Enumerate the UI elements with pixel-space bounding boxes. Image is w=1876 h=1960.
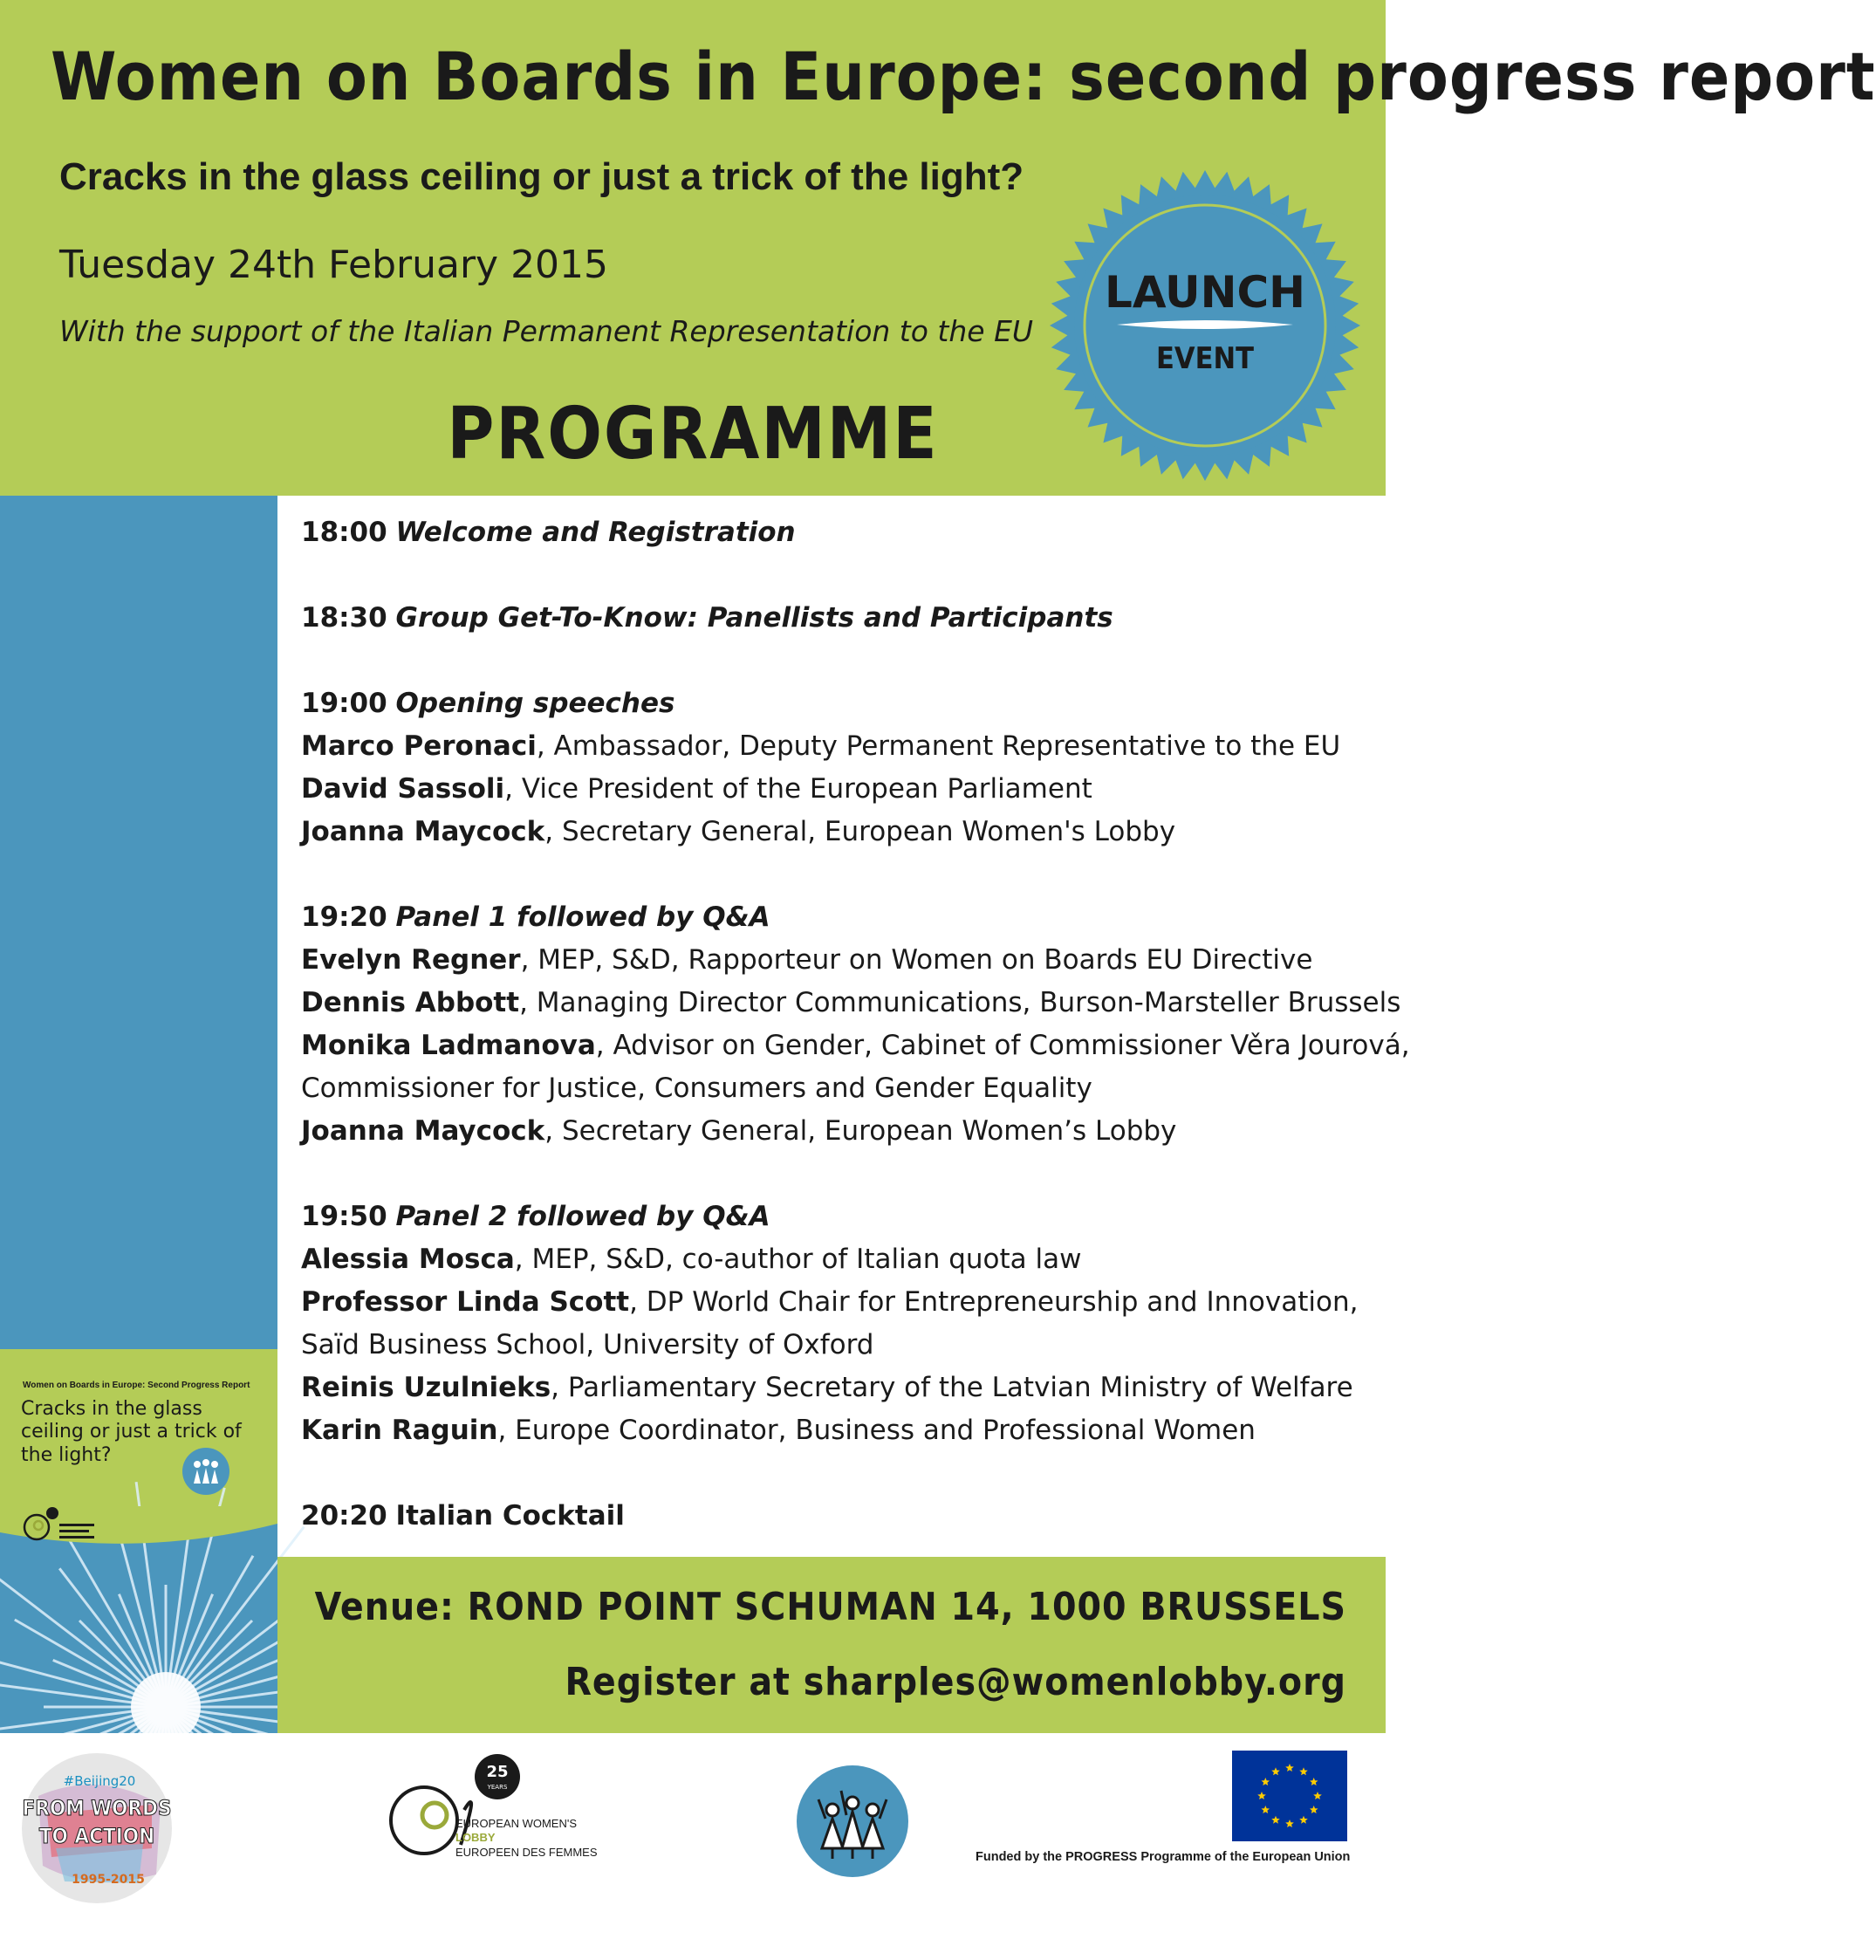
ewl-25-years: 25: [486, 1763, 509, 1781]
badge-event-text: EVENT: [1156, 341, 1254, 376]
programme-time: 19:00: [301, 688, 387, 719]
subtitle: Cracks in the glass ceiling or just a trick of the light?: [59, 155, 1024, 198]
speaker-name: Reinis Uzulnieks: [301, 1372, 551, 1403]
speaker-role: , Parliamentary Secretary of the Latvian Ministry of Welfare: [551, 1372, 1353, 1403]
programme-time: 20:20: [301, 1500, 387, 1532]
beijing-line1: FROM WORDS: [22, 1796, 172, 1820]
ewl-years-label: YEARS: [487, 1784, 508, 1791]
ewl-logo-text: [455, 1817, 598, 1860]
beijing-line2: TO ACTION: [38, 1824, 155, 1848]
programme-item-heading: [301, 1495, 1366, 1538]
header-band: [0, 0, 1876, 496]
speaker-role: , Europe Coordinator, Business and Professional Women: [497, 1415, 1256, 1446]
speaker-name: Marco Peronaci: [301, 730, 537, 762]
speaker-name: Karin Raguin: [301, 1415, 498, 1446]
ewl-line2: LOBBY: [455, 1831, 496, 1845]
programme-list: [301, 511, 1410, 1538]
funded-by-text: Funded by the PROGRESS Programme of the European Union: [976, 1850, 1351, 1864]
programme-time: 18:30: [301, 602, 387, 634]
programme-gap: [301, 640, 1366, 682]
programme-item-heading: [301, 896, 1366, 939]
speaker-line: [301, 982, 1401, 1025]
register-text[interactable]: Register at sharples@womenlobby.org: [565, 1660, 1346, 1704]
programme-gap: [301, 853, 1366, 896]
speaker-line: [301, 1409, 1366, 1452]
speaker-role: , Secretary General, European Women’s Lobby: [544, 1115, 1177, 1147]
cover-ewl-logo: [19, 1504, 115, 1548]
speaker-role: , Managing Director Communications, Burson-Marsteller Brussels: [519, 987, 1401, 1018]
cover-title: Cracks in the glass ceiling or just a trick of the light?: [21, 1398, 242, 1466]
logos-row: [0, 1733, 1386, 1960]
speaker-line: [301, 1367, 1366, 1409]
speaker-role: , MEP, S&D, co-author of Italian quota law: [514, 1244, 1082, 1275]
speaker-role-continued: Saïd Business School, University of Oxford: [301, 1329, 874, 1360]
programme-item-heading: [301, 1196, 1366, 1238]
event-date: Tuesday 24th February 2015: [59, 243, 609, 287]
launch-event-badge: [1047, 168, 1363, 483]
programme-title: Panel 2 followed by Q&A: [395, 1201, 770, 1232]
programme-title: Group Get-To-Know: Panellists and Participants: [395, 602, 1113, 634]
ewl-line1: EUROPEAN WOMEN'S: [455, 1817, 577, 1830]
speaker-name: David Sassoli: [301, 773, 505, 805]
venue-text: Venue: ROND POINT SCHUMAN 14, 1000 BRUSSELS: [314, 1585, 1346, 1629]
speaker-role: , Secretary General, European Women's Lobby: [544, 816, 1176, 847]
speaker-name: Alessia Mosca: [301, 1244, 515, 1275]
speaker-line: [301, 811, 1366, 853]
speaker-line: [301, 1110, 1366, 1153]
beijing20-logo: [21, 1752, 174, 1905]
badge-launch-text: LAUNCH: [1104, 267, 1306, 318]
programme-heading: PROGRAMME: [447, 393, 939, 476]
speaker-role: , MEP, S&D, Rapporteur on Women on Boards EU Directive: [520, 944, 1313, 976]
speaker-line: [301, 1281, 1366, 1324]
report-cover-image: [0, 1349, 277, 1733]
ewl-line3: EUROPEEN DES FEMMES: [455, 1845, 598, 1859]
speaker-role: , Advisor on Gender, Cabinet of Commissioner Věra Jourová,: [595, 1030, 1410, 1061]
programme-title: Welcome and Registration: [395, 517, 796, 548]
speaker-name: Joanna Maycock: [301, 1115, 545, 1147]
venue-band: [277, 1557, 1386, 1733]
speaker-line: [301, 1025, 1410, 1067]
speaker-role-continued: Commissioner for Justice, Consumers and Gender Equality: [301, 1073, 1092, 1104]
main-title: Women on Boards in Europe: second progress report: [51, 38, 1876, 115]
programme-title: Italian Cocktail: [395, 1500, 625, 1532]
beijing-hashtag: #Beijing20: [63, 1773, 136, 1789]
speaker-name: Dennis Abbott: [301, 987, 520, 1018]
programme-gap: [301, 1452, 1366, 1495]
speaker-line: [301, 768, 1366, 811]
eu-flag: [1232, 1751, 1347, 1841]
speaker-role: , Vice President of the European Parliament: [504, 773, 1092, 805]
speaker-name: Joanna Maycock: [301, 816, 545, 847]
programme-title: Opening speeches: [395, 688, 675, 719]
programme-gap: [301, 1153, 1366, 1196]
speaker-line: [301, 939, 1366, 982]
speaker-name: Monika Ladmanova: [301, 1030, 596, 1061]
programme-time: 18:00: [301, 517, 387, 548]
women-circle-logo: [796, 1765, 909, 1878]
speaker-name: Evelyn Regner: [301, 944, 521, 976]
speaker-role: , Ambassador, Deputy Permanent Representative to the EU: [536, 730, 1341, 762]
programme-item-heading: [301, 682, 1366, 725]
speaker-line: [301, 1238, 1366, 1281]
speaker-role: , DP World Chair for Entrepreneurship and Innovation,: [629, 1286, 1359, 1318]
programme-gap: [301, 554, 1366, 597]
speaker-line: [301, 725, 1366, 768]
programme-time: 19:20: [301, 901, 387, 933]
ewl-logo: [384, 1749, 628, 1880]
programme-item-heading: [301, 597, 1366, 640]
programme-item-heading: [301, 511, 1366, 554]
programme-title: Panel 1 followed by Q&A: [395, 901, 770, 933]
cover-small-title: Women on Boards in Europe: Second Progress Report: [23, 1381, 250, 1390]
beijing-years: 1995-2015: [72, 1873, 145, 1887]
programme-time: 19:50: [301, 1201, 387, 1232]
cover-women-icon: [181, 1447, 230, 1496]
support-line: With the support of the Italian Permanent Representation to the EU: [59, 314, 1034, 348]
speaker-name: Professor Linda Scott: [301, 1286, 630, 1318]
